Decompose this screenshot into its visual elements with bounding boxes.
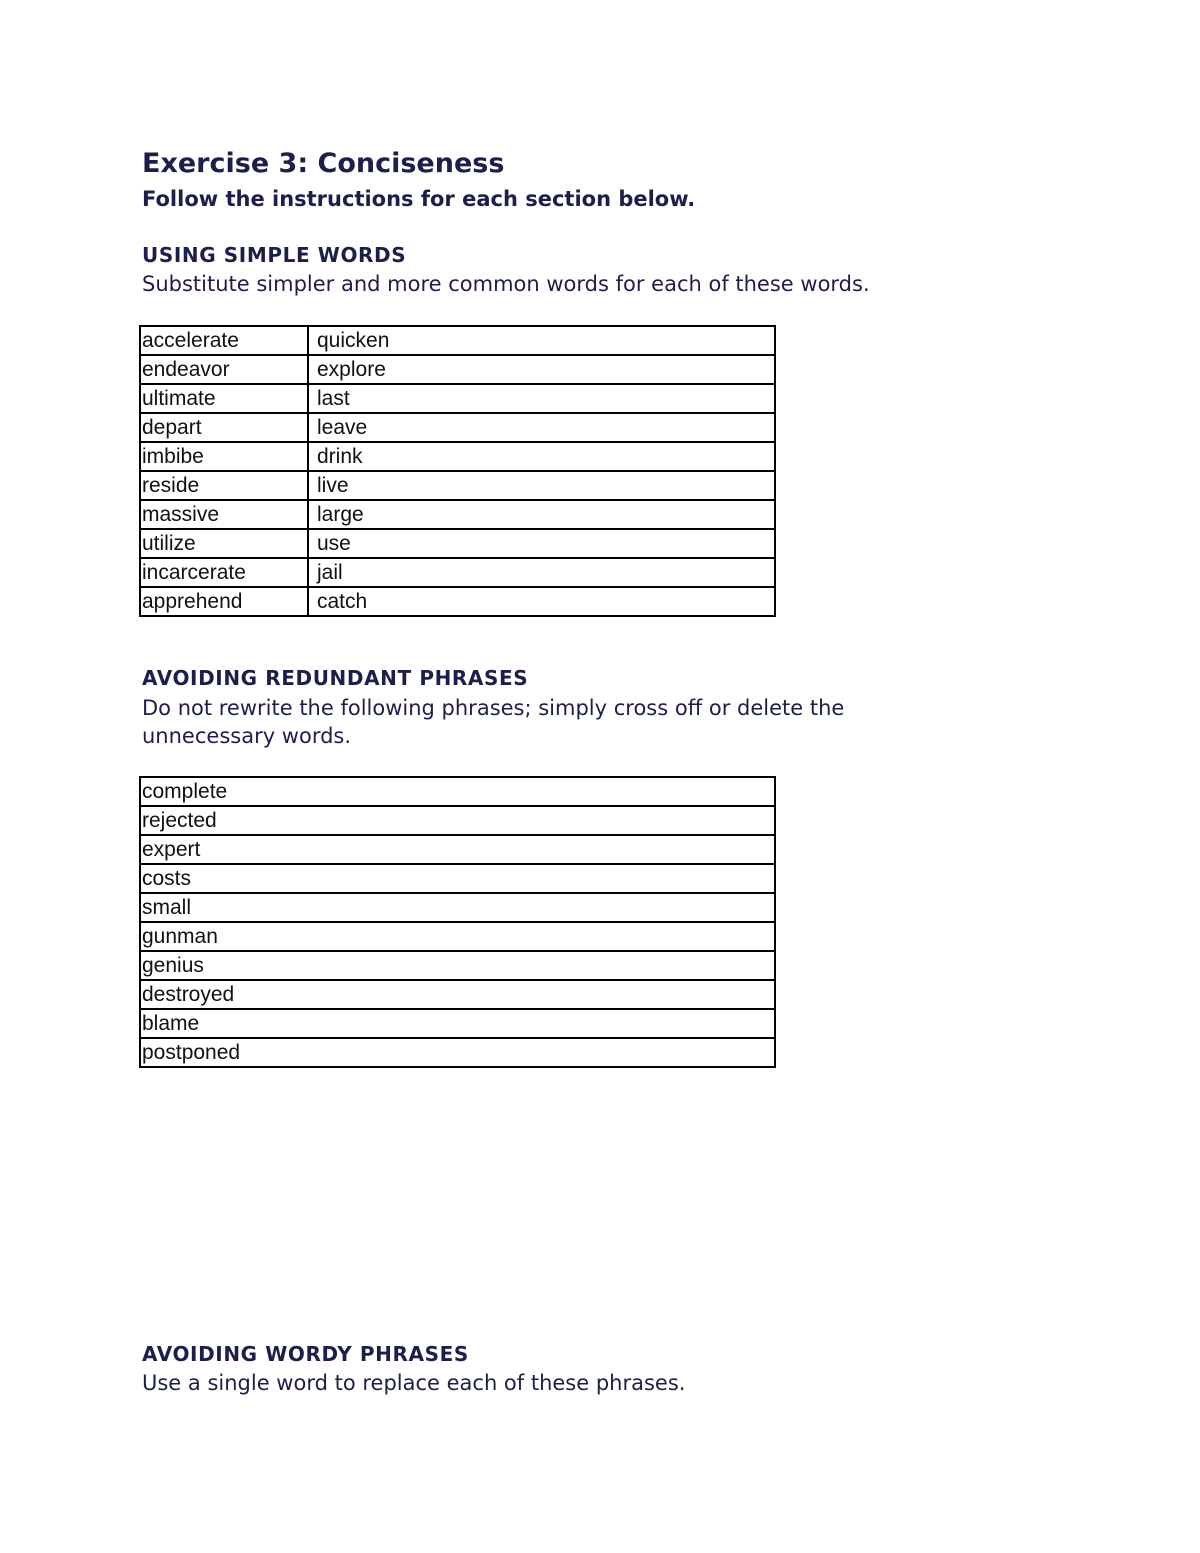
answer-cell[interactable]: use — [308, 529, 775, 558]
word-cell: ultimate — [140, 384, 308, 413]
answer-cell[interactable]: last — [308, 384, 775, 413]
section-heading-simple-words: USING SIMPLE WORDS — [142, 243, 407, 267]
table-row — [140, 529, 775, 558]
table-row — [140, 384, 775, 413]
table-row — [140, 864, 775, 893]
table-row — [140, 1038, 775, 1067]
table-row — [140, 951, 775, 980]
table-row — [140, 922, 775, 951]
table-row — [140, 500, 775, 529]
word-cell: incarcerate — [140, 558, 308, 587]
table-row — [140, 471, 775, 500]
word-cell: depart — [140, 413, 308, 442]
page-title: Exercise 3: Conciseness — [142, 148, 505, 179]
word-cell: apprehend — [140, 587, 308, 616]
section-heading-wordy-phrases: AVOIDING WORDY PHRASES — [142, 1342, 469, 1366]
phrase-cell[interactable]: expert — [140, 835, 775, 864]
answer-cell[interactable]: explore — [308, 355, 775, 384]
phrase-cell[interactable]: costs — [140, 864, 775, 893]
phrase-cell[interactable]: genius — [140, 951, 775, 980]
phrase-cell[interactable]: blame — [140, 1009, 775, 1038]
table-row — [140, 413, 775, 442]
answer-cell[interactable]: jail — [308, 558, 775, 587]
answer-cell[interactable]: live — [308, 471, 775, 500]
word-cell: endeavor — [140, 355, 308, 384]
answer-cell[interactable]: leave — [308, 413, 775, 442]
section-instructions-redundant-phrases: Do not rewrite the following phrases; simply cross off or delete the unnecessary words. — [142, 696, 845, 748]
phrase-cell[interactable]: rejected — [140, 806, 775, 835]
page-subtitle: Follow the instructions for each section below. — [142, 187, 696, 211]
word-cell: accelerate — [140, 326, 308, 355]
section-instructions-simple-words: Substitute simpler and more common words for each of these words. — [142, 272, 870, 296]
table-row — [140, 806, 775, 835]
table-row — [140, 835, 775, 864]
table-row — [140, 980, 775, 1009]
word-cell: imbibe — [140, 442, 308, 471]
word-cell: utilize — [140, 529, 308, 558]
redundant-phrases-table — [139, 776, 776, 1068]
answer-cell[interactable]: quicken — [308, 326, 775, 355]
word-cell: massive — [140, 500, 308, 529]
phrase-cell[interactable]: small — [140, 893, 775, 922]
answer-cell[interactable]: large — [308, 500, 775, 529]
phrase-cell[interactable]: destroyed — [140, 980, 775, 1009]
table-row — [140, 558, 775, 587]
table-row — [140, 355, 775, 384]
answer-cell[interactable]: drink — [308, 442, 775, 471]
table-row — [140, 893, 775, 922]
phrase-cell[interactable]: postponed — [140, 1038, 775, 1067]
phrase-cell[interactable]: complete — [140, 777, 775, 806]
table-row — [140, 587, 775, 616]
section-heading-redundant-phrases: AVOIDING REDUNDANT PHRASES — [142, 666, 529, 690]
table-row — [140, 442, 775, 471]
answer-cell[interactable]: catch — [308, 587, 775, 616]
simple-words-table — [139, 325, 776, 617]
table-row — [140, 777, 775, 806]
section-instructions-wordy-phrases: Use a single word to replace each of these phrases. — [142, 1371, 686, 1395]
word-cell: reside — [140, 471, 308, 500]
table-row — [140, 326, 775, 355]
table-row — [140, 1009, 775, 1038]
phrase-cell[interactable]: gunman — [140, 922, 775, 951]
